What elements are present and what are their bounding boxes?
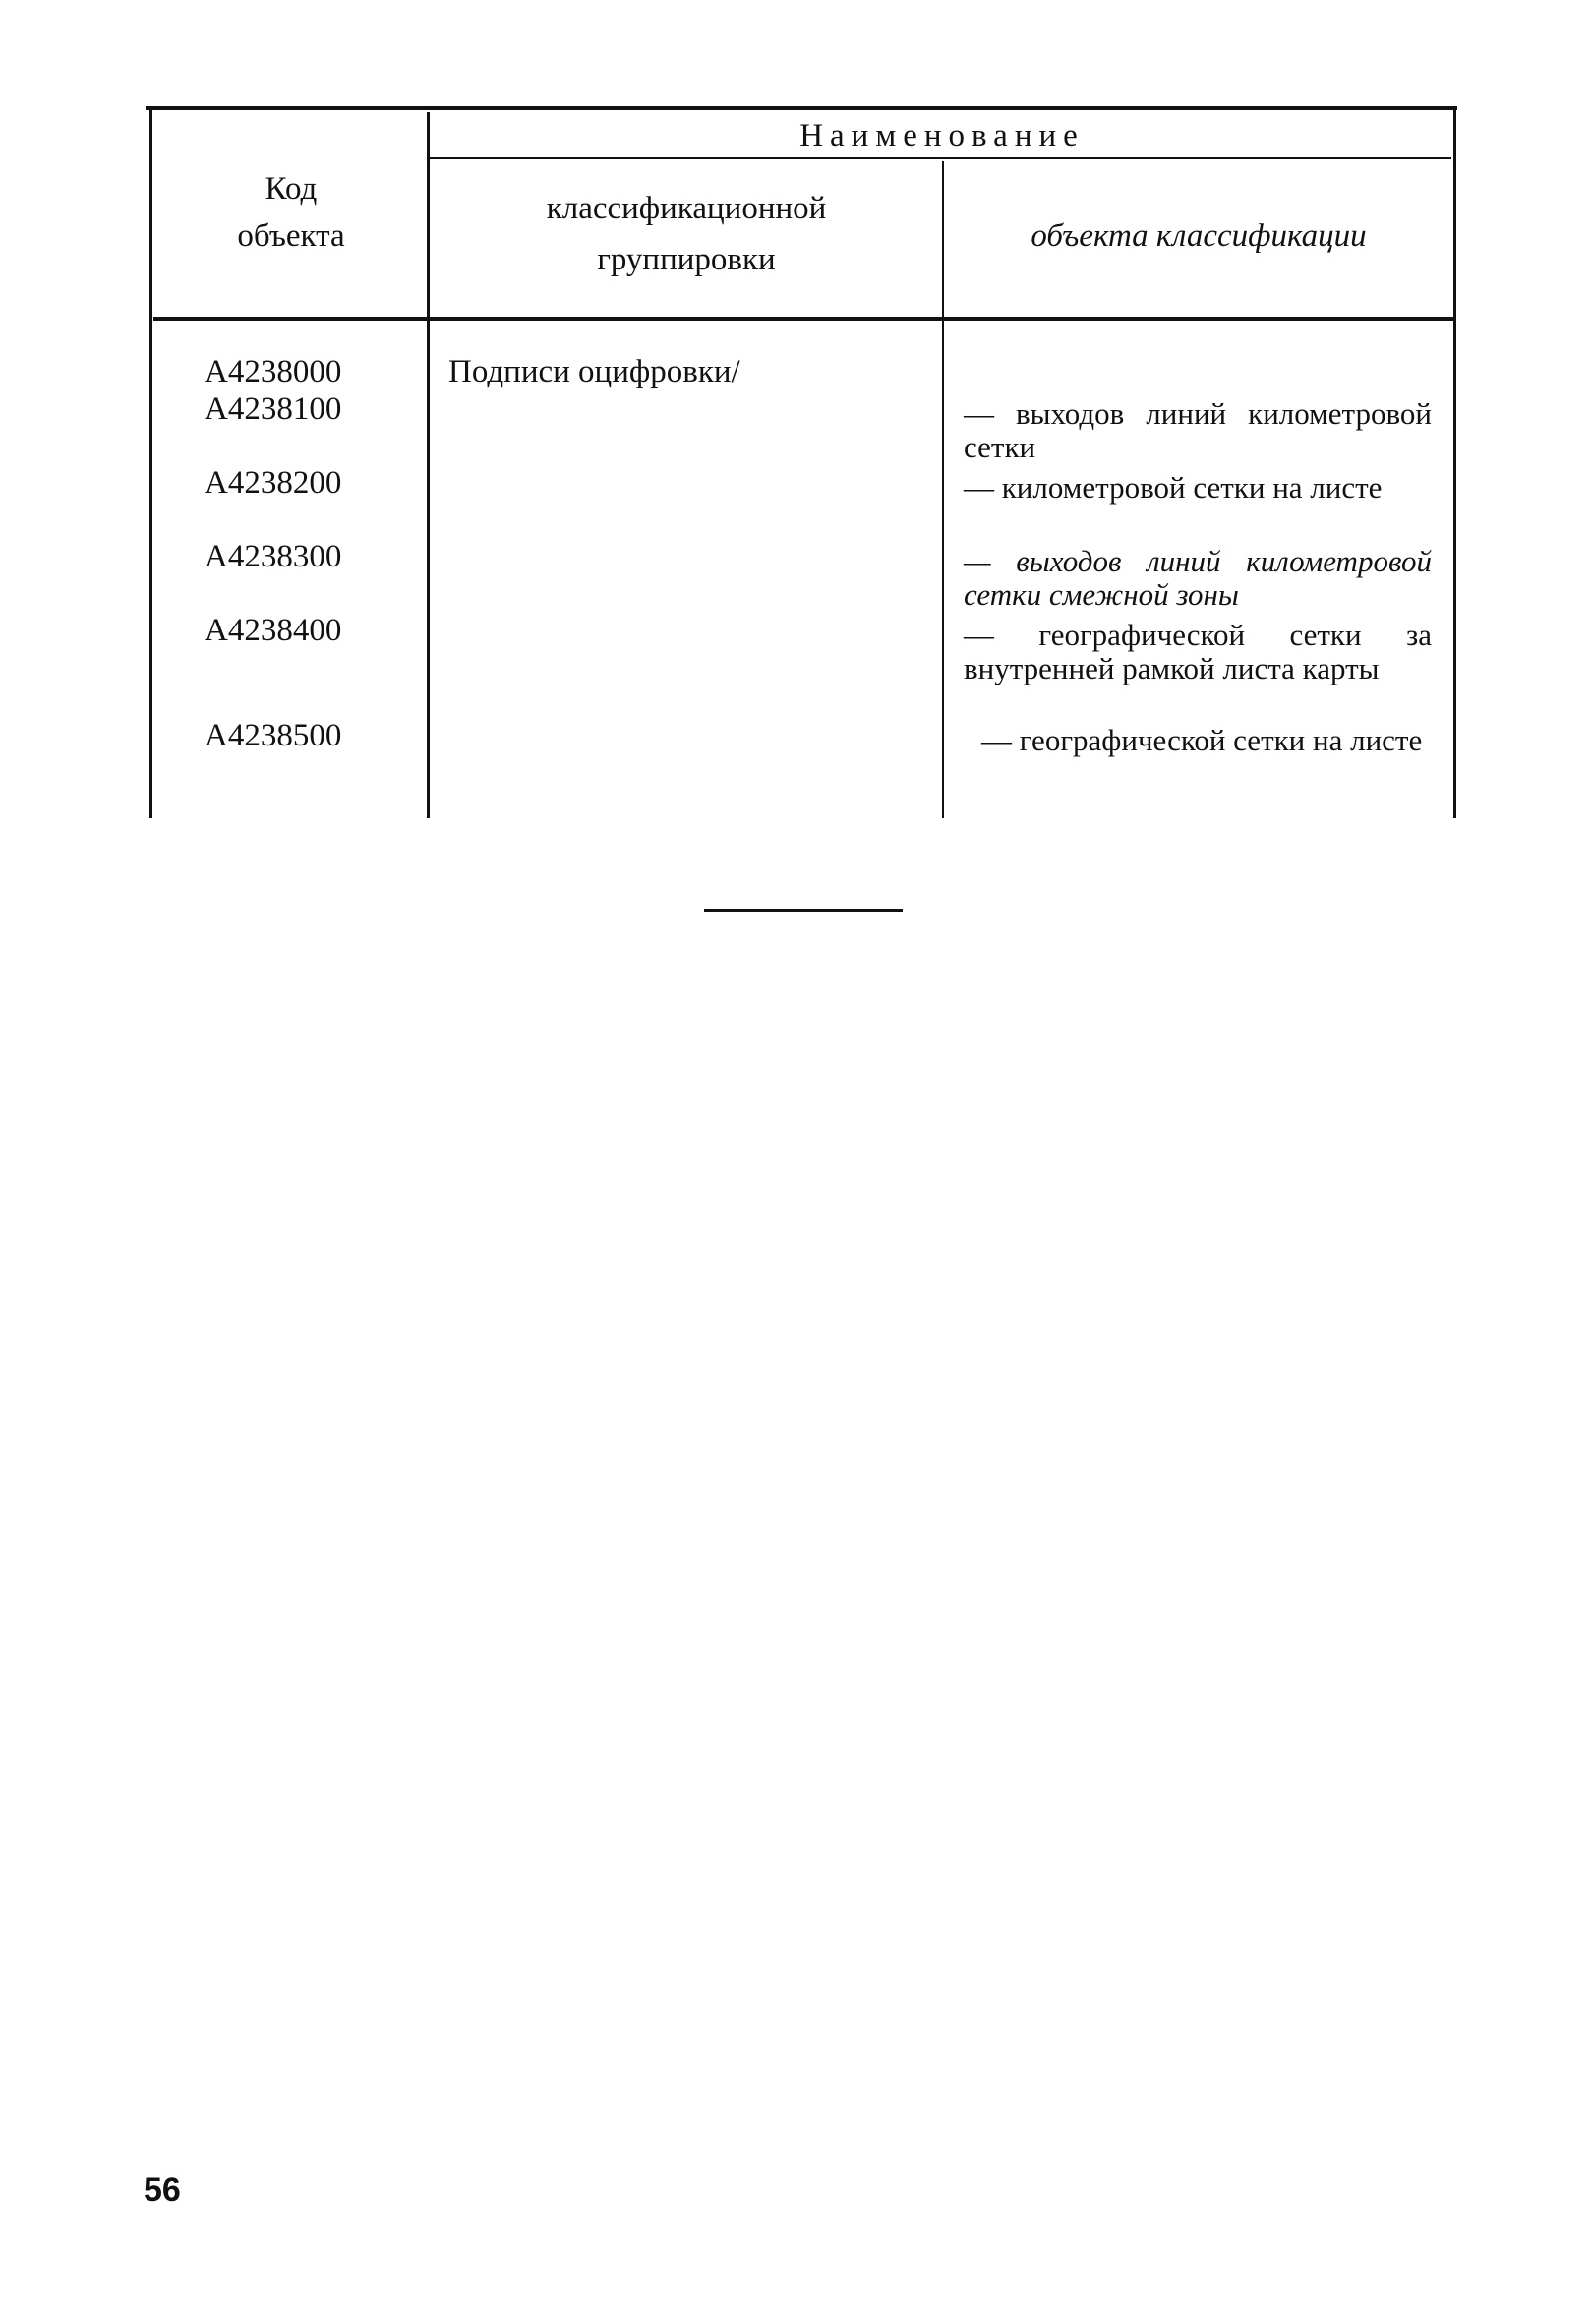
row-code: А4238100	[205, 391, 342, 427]
header-code	[155, 165, 427, 260]
table-top-border	[146, 106, 1457, 110]
header-group-text: классификационной группировки	[546, 191, 827, 277]
classification-table	[146, 106, 1457, 818]
end-rule	[704, 909, 903, 912]
row-object: — выходов линий километровой сетки смежной зоны	[964, 544, 1432, 612]
row-code: А4238400	[205, 613, 342, 648]
row-object: — выходов линий километровой сетки	[964, 396, 1432, 464]
column-divider-2	[942, 161, 944, 818]
header-code-text: Код объекта	[237, 171, 345, 254]
row-code: А4238200	[205, 465, 342, 501]
header-name: Наименование	[799, 118, 1085, 153]
header-object: объекта классификации	[1031, 218, 1367, 254]
row-code: А4238000	[205, 354, 342, 389]
header-subdivider	[429, 157, 1451, 159]
row-object: — географической сетки на листе	[981, 723, 1423, 757]
table-right-border	[1453, 110, 1456, 818]
row-code: А4238500	[205, 718, 342, 753]
header-group	[431, 183, 942, 285]
row-object: — географической сетки за внутренней рамкой листа карты	[964, 618, 1432, 685]
table-left-border	[149, 106, 152, 818]
header-bottom-border	[153, 317, 1453, 321]
row-code: А4238300	[205, 539, 342, 574]
row-object: — километровой сетки на листе	[964, 470, 1383, 505]
column-divider-1	[427, 112, 430, 818]
page-number: 56	[144, 2172, 181, 2209]
row-group: Подписи оцифровки/	[448, 354, 740, 389]
